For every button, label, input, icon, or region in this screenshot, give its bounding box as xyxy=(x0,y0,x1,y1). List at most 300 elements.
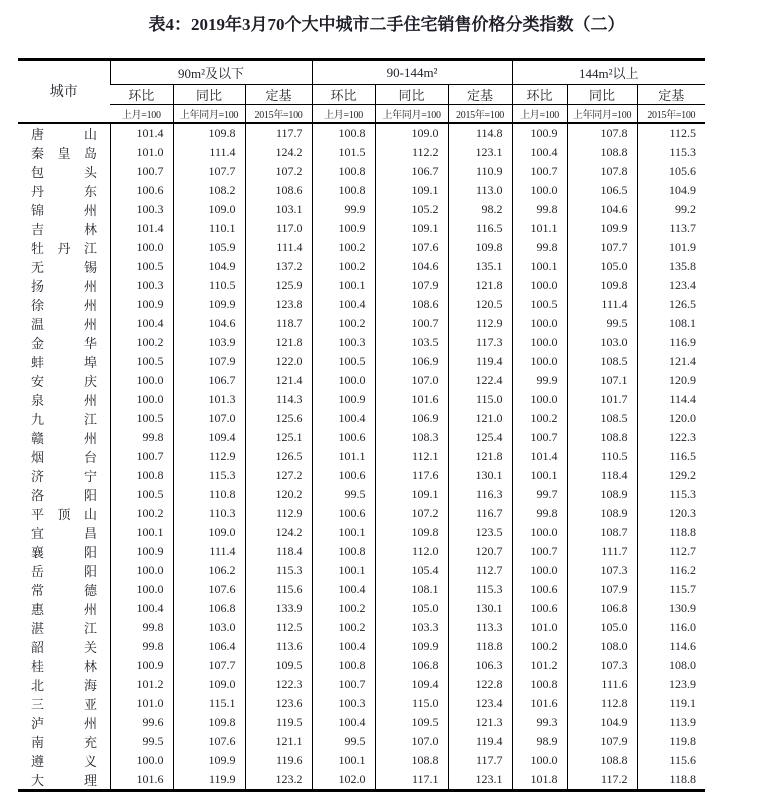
value-cell: 115.3 xyxy=(637,485,705,504)
value-cell: 100.3 xyxy=(110,200,173,219)
city-cell xyxy=(18,123,110,143)
value-cell: 101.1 xyxy=(312,447,375,466)
value-cell: 123.6 xyxy=(245,694,312,713)
value-cell: 100.0 xyxy=(110,371,173,390)
value-cell: 100.3 xyxy=(312,694,375,713)
city-name: 包头 xyxy=(31,164,97,180)
value-cell: 100.4 xyxy=(512,143,567,162)
page-title: 表4：2019年3月70个大中城市二手住宅销售价格分类指数（二） xyxy=(148,15,625,34)
value-cell: 109.4 xyxy=(173,428,245,447)
metric-header: 同比 xyxy=(173,85,245,105)
city-name: 桂林 xyxy=(31,658,97,674)
value-cell: 100.7 xyxy=(312,675,375,694)
value-cell: 119.9 xyxy=(173,770,245,791)
value-cell: 115.3 xyxy=(173,466,245,485)
value-cell: 115.1 xyxy=(173,694,245,713)
metric-header: 环比 xyxy=(312,85,375,105)
table-row xyxy=(18,352,705,371)
value-cell: 108.3 xyxy=(375,428,448,447)
value-cell: 100.2 xyxy=(312,314,375,333)
value-cell: 130.1 xyxy=(448,599,512,618)
table-row xyxy=(18,200,705,219)
table-row xyxy=(18,162,705,181)
value-cell: 100.5 xyxy=(110,409,173,428)
value-cell: 107.8 xyxy=(567,123,637,143)
value-cell: 122.0 xyxy=(245,352,312,371)
value-cell: 109.4 xyxy=(375,675,448,694)
city-name: 常德 xyxy=(31,582,97,598)
value-cell: 108.8 xyxy=(567,751,637,770)
value-cell: 117.0 xyxy=(245,219,312,238)
value-cell: 99.5 xyxy=(110,732,173,751)
value-cell: 133.9 xyxy=(245,599,312,618)
value-cell: 107.9 xyxy=(375,276,448,295)
value-cell: 100.5 xyxy=(110,257,173,276)
value-cell: 115.0 xyxy=(448,390,512,409)
value-cell: 112.7 xyxy=(448,561,512,580)
value-cell: 108.7 xyxy=(567,523,637,542)
value-cell: 120.3 xyxy=(637,504,705,523)
city-cell xyxy=(18,238,110,257)
base-header: 上月=100 xyxy=(512,105,567,123)
value-cell: 103.1 xyxy=(245,200,312,219)
value-cell: 100.4 xyxy=(312,713,375,732)
table-row xyxy=(18,428,705,447)
table-row xyxy=(18,561,705,580)
value-cell: 108.5 xyxy=(567,409,637,428)
value-cell: 100.8 xyxy=(312,123,375,143)
value-cell: 108.6 xyxy=(245,181,312,200)
value-cell: 111.4 xyxy=(567,295,637,314)
value-cell: 109.5 xyxy=(375,713,448,732)
value-cell: 101.6 xyxy=(375,390,448,409)
city-cell xyxy=(18,637,110,656)
city-cell xyxy=(18,675,110,694)
value-cell: 105.9 xyxy=(173,238,245,257)
value-cell: 118.7 xyxy=(245,314,312,333)
value-cell: 112.9 xyxy=(173,447,245,466)
value-cell: 100.6 xyxy=(512,580,567,599)
table-row xyxy=(18,751,705,770)
city-cell xyxy=(18,257,110,276)
base-header: 上年同月=100 xyxy=(375,105,448,123)
value-cell: 114.4 xyxy=(637,390,705,409)
value-cell: 99.8 xyxy=(110,637,173,656)
value-cell: 100.7 xyxy=(512,428,567,447)
value-cell: 113.6 xyxy=(245,637,312,656)
value-cell: 123.1 xyxy=(448,770,512,791)
city-cell xyxy=(18,200,110,219)
value-cell: 107.9 xyxy=(567,580,637,599)
value-cell: 100.8 xyxy=(312,656,375,675)
city-name: 徐州 xyxy=(31,297,97,313)
value-cell: 108.9 xyxy=(567,485,637,504)
value-cell: 107.0 xyxy=(375,371,448,390)
table-row xyxy=(18,123,705,143)
value-cell: 100.1 xyxy=(312,751,375,770)
value-cell: 109.0 xyxy=(375,123,448,143)
value-cell: 100.0 xyxy=(512,352,567,371)
value-cell: 101.9 xyxy=(637,238,705,257)
value-cell: 100.3 xyxy=(312,333,375,352)
value-cell: 111.6 xyxy=(567,675,637,694)
value-cell: 105.4 xyxy=(375,561,448,580)
value-cell: 100.4 xyxy=(312,580,375,599)
value-cell: 100.7 xyxy=(512,542,567,561)
value-cell: 121.0 xyxy=(448,409,512,428)
value-cell: 109.9 xyxy=(173,751,245,770)
city-cell xyxy=(18,295,110,314)
value-cell: 99.6 xyxy=(110,713,173,732)
value-cell: 100.8 xyxy=(312,542,375,561)
value-cell: 108.8 xyxy=(375,751,448,770)
value-cell: 100.7 xyxy=(512,162,567,181)
value-cell: 100.9 xyxy=(110,656,173,675)
value-cell: 101.4 xyxy=(110,219,173,238)
value-cell: 115.6 xyxy=(637,751,705,770)
city-cell xyxy=(18,276,110,295)
value-cell: 110.1 xyxy=(173,219,245,238)
table-row xyxy=(18,409,705,428)
value-cell: 108.8 xyxy=(567,428,637,447)
value-cell: 126.5 xyxy=(245,447,312,466)
group-header-over144: 144m²以上 xyxy=(512,60,705,85)
value-cell: 112.2 xyxy=(375,143,448,162)
value-cell: 100.8 xyxy=(512,675,567,694)
value-cell: 116.7 xyxy=(448,504,512,523)
city-name: 赣州 xyxy=(31,430,97,446)
city-name: 温州 xyxy=(31,316,97,332)
value-cell: 121.8 xyxy=(448,276,512,295)
value-cell: 110.9 xyxy=(448,162,512,181)
value-cell: 107.6 xyxy=(375,238,448,257)
city-cell xyxy=(18,371,110,390)
city-cell xyxy=(18,409,110,428)
value-cell: 107.6 xyxy=(173,732,245,751)
value-cell: 100.4 xyxy=(110,599,173,618)
value-cell: 109.8 xyxy=(448,238,512,257)
value-cell: 100.9 xyxy=(312,390,375,409)
value-cell: 106.4 xyxy=(173,637,245,656)
value-cell: 98.9 xyxy=(512,732,567,751)
value-cell: 100.0 xyxy=(110,390,173,409)
value-cell: 116.3 xyxy=(448,485,512,504)
value-cell: 122.3 xyxy=(637,428,705,447)
value-cell: 117.7 xyxy=(245,123,312,143)
city-cell xyxy=(18,333,110,352)
value-cell: 129.2 xyxy=(637,466,705,485)
value-cell: 101.1 xyxy=(512,219,567,238)
city-name: 秦皇岛 xyxy=(31,145,97,161)
value-cell: 100.3 xyxy=(110,276,173,295)
table-row xyxy=(18,656,705,675)
city-name: 泉州 xyxy=(31,392,97,408)
table-row xyxy=(18,276,705,295)
value-cell: 100.4 xyxy=(312,637,375,656)
city-name: 泸州 xyxy=(31,715,97,731)
value-cell: 105.2 xyxy=(375,200,448,219)
value-cell: 107.8 xyxy=(567,162,637,181)
value-cell: 107.7 xyxy=(173,162,245,181)
value-cell: 101.0 xyxy=(512,618,567,637)
city-cell xyxy=(18,542,110,561)
value-cell: 103.0 xyxy=(173,618,245,637)
value-cell: 113.9 xyxy=(637,713,705,732)
value-cell: 100.9 xyxy=(110,295,173,314)
value-cell: 130.1 xyxy=(448,466,512,485)
table-row xyxy=(18,523,705,542)
value-cell: 122.4 xyxy=(448,371,512,390)
value-cell: 107.9 xyxy=(173,352,245,371)
value-cell: 107.7 xyxy=(567,238,637,257)
value-cell: 100.9 xyxy=(512,123,567,143)
value-cell: 121.8 xyxy=(245,333,312,352)
city-name: 宜昌 xyxy=(31,525,97,541)
value-cell: 100.0 xyxy=(110,561,173,580)
value-cell: 121.3 xyxy=(448,713,512,732)
city-name: 大理 xyxy=(31,772,97,788)
value-cell: 100.1 xyxy=(312,276,375,295)
value-cell: 123.4 xyxy=(637,276,705,295)
value-cell: 135.1 xyxy=(448,257,512,276)
value-cell: 99.3 xyxy=(512,713,567,732)
value-cell: 106.9 xyxy=(375,352,448,371)
value-cell: 100.6 xyxy=(512,599,567,618)
value-cell: 111.4 xyxy=(245,238,312,257)
value-cell: 109.9 xyxy=(567,219,637,238)
value-cell: 108.0 xyxy=(567,637,637,656)
value-cell: 101.4 xyxy=(110,123,173,143)
city-name: 吉林 xyxy=(31,221,97,237)
city-cell xyxy=(18,618,110,637)
table-row xyxy=(18,257,705,276)
table-header xyxy=(18,60,705,123)
value-cell: 117.3 xyxy=(448,333,512,352)
value-cell: 118.4 xyxy=(245,542,312,561)
city-cell xyxy=(18,162,110,181)
value-cell: 112.9 xyxy=(448,314,512,333)
value-cell: 112.7 xyxy=(637,542,705,561)
value-cell: 110.8 xyxy=(173,485,245,504)
value-cell: 106.7 xyxy=(173,371,245,390)
table-row xyxy=(18,181,705,200)
value-cell: 106.7 xyxy=(375,162,448,181)
city-cell xyxy=(18,352,110,371)
value-cell: 106.9 xyxy=(375,409,448,428)
value-cell: 120.2 xyxy=(245,485,312,504)
value-cell: 100.0 xyxy=(512,181,567,200)
value-cell: 117.1 xyxy=(375,770,448,791)
value-cell: 123.9 xyxy=(637,675,705,694)
value-cell: 100.0 xyxy=(512,314,567,333)
value-cell: 118.8 xyxy=(637,770,705,791)
value-cell: 101.0 xyxy=(110,143,173,162)
value-cell: 125.1 xyxy=(245,428,312,447)
value-cell: 110.5 xyxy=(173,276,245,295)
value-cell: 130.9 xyxy=(637,599,705,618)
table-row xyxy=(18,143,705,162)
value-cell: 100.5 xyxy=(512,295,567,314)
table-row xyxy=(18,675,705,694)
table-row xyxy=(18,713,705,732)
value-cell: 105.0 xyxy=(567,618,637,637)
value-cell: 118.8 xyxy=(637,523,705,542)
table-row xyxy=(18,219,705,238)
table-body xyxy=(18,123,705,791)
value-cell: 100.1 xyxy=(512,466,567,485)
value-cell: 107.2 xyxy=(375,504,448,523)
value-cell: 100.6 xyxy=(312,466,375,485)
value-cell: 113.0 xyxy=(448,181,512,200)
value-cell: 110.5 xyxy=(567,447,637,466)
value-cell: 100.5 xyxy=(312,352,375,371)
value-cell: 120.0 xyxy=(637,409,705,428)
table-row xyxy=(18,238,705,257)
metric-header: 定基 xyxy=(245,85,312,105)
value-cell: 119.1 xyxy=(637,694,705,713)
city-name: 湛江 xyxy=(31,620,97,636)
value-cell: 103.0 xyxy=(567,333,637,352)
city-name: 岳阳 xyxy=(31,563,97,579)
city-cell xyxy=(18,390,110,409)
value-cell: 106.2 xyxy=(173,561,245,580)
value-cell: 100.7 xyxy=(110,447,173,466)
city-cell xyxy=(18,181,110,200)
value-cell: 109.9 xyxy=(375,637,448,656)
value-cell: 100.5 xyxy=(110,485,173,504)
value-cell: 107.7 xyxy=(173,656,245,675)
value-cell: 100.2 xyxy=(312,257,375,276)
value-cell: 109.8 xyxy=(375,523,448,542)
value-cell: 100.0 xyxy=(312,371,375,390)
value-cell: 100.8 xyxy=(110,466,173,485)
value-cell: 104.9 xyxy=(567,713,637,732)
value-cell: 111.4 xyxy=(173,143,245,162)
table-row xyxy=(18,542,705,561)
value-cell: 100.2 xyxy=(312,618,375,637)
value-cell: 109.1 xyxy=(375,485,448,504)
value-cell: 101.6 xyxy=(110,770,173,791)
group-header-under90: 90m²及以下 xyxy=(110,60,312,85)
value-cell: 103.3 xyxy=(375,618,448,637)
header-group-row xyxy=(18,60,705,85)
value-cell: 108.6 xyxy=(375,295,448,314)
value-cell: 109.1 xyxy=(375,219,448,238)
table-row xyxy=(18,485,705,504)
city-cell xyxy=(18,504,110,523)
value-cell: 127.2 xyxy=(245,466,312,485)
value-cell: 109.5 xyxy=(245,656,312,675)
value-cell: 108.8 xyxy=(567,143,637,162)
city-name: 唐山 xyxy=(31,126,97,142)
value-cell: 112.5 xyxy=(245,618,312,637)
value-cell: 109.0 xyxy=(173,675,245,694)
city-name: 安庆 xyxy=(31,373,97,389)
value-cell: 106.8 xyxy=(567,599,637,618)
city-cell xyxy=(18,314,110,333)
value-cell: 119.8 xyxy=(637,732,705,751)
value-cell: 109.8 xyxy=(173,713,245,732)
header-base-row xyxy=(18,105,705,123)
value-cell: 101.3 xyxy=(173,390,245,409)
city-name: 惠州 xyxy=(31,601,97,617)
value-cell: 108.0 xyxy=(637,656,705,675)
city-cell xyxy=(18,143,110,162)
table-row xyxy=(18,694,705,713)
city-name: 北海 xyxy=(31,677,97,693)
city-cell xyxy=(18,751,110,770)
value-cell: 120.9 xyxy=(637,371,705,390)
value-cell: 108.1 xyxy=(637,314,705,333)
value-cell: 122.8 xyxy=(448,675,512,694)
value-cell: 119.4 xyxy=(448,352,512,371)
value-cell: 121.4 xyxy=(637,352,705,371)
value-cell: 100.8 xyxy=(312,162,375,181)
value-cell: 100.2 xyxy=(312,599,375,618)
value-cell: 101.2 xyxy=(512,656,567,675)
metric-header: 同比 xyxy=(567,85,637,105)
value-cell: 100.2 xyxy=(110,333,173,352)
group-header-90to144: 90-144m² xyxy=(312,60,512,85)
city-cell xyxy=(18,732,110,751)
value-cell: 124.2 xyxy=(245,523,312,542)
value-cell: 103.5 xyxy=(375,333,448,352)
value-cell: 100.6 xyxy=(110,181,173,200)
city-cell xyxy=(18,219,110,238)
value-cell: 106.5 xyxy=(567,181,637,200)
value-cell: 107.0 xyxy=(173,409,245,428)
value-cell: 116.9 xyxy=(637,333,705,352)
value-cell: 100.2 xyxy=(312,238,375,257)
value-cell: 111.4 xyxy=(173,542,245,561)
city-name: 遵义 xyxy=(31,753,97,769)
value-cell: 99.2 xyxy=(637,200,705,219)
value-cell: 100.7 xyxy=(110,162,173,181)
value-cell: 108.1 xyxy=(375,580,448,599)
value-cell: 100.0 xyxy=(512,390,567,409)
value-cell: 124.2 xyxy=(245,143,312,162)
value-cell: 104.6 xyxy=(173,314,245,333)
value-cell: 99.8 xyxy=(110,428,173,447)
city-cell xyxy=(18,523,110,542)
value-cell: 109.1 xyxy=(375,181,448,200)
value-cell: 99.8 xyxy=(512,200,567,219)
value-cell: 117.6 xyxy=(375,466,448,485)
value-cell: 107.0 xyxy=(375,732,448,751)
city-name: 金华 xyxy=(31,335,97,351)
value-cell: 100.2 xyxy=(110,504,173,523)
value-cell: 107.6 xyxy=(173,580,245,599)
value-cell: 135.8 xyxy=(637,257,705,276)
base-header: 上月=100 xyxy=(312,105,375,123)
city-name: 锦州 xyxy=(31,202,97,218)
value-cell: 99.8 xyxy=(512,504,567,523)
city-cell xyxy=(18,580,110,599)
city-name: 无锡 xyxy=(31,259,97,275)
city-cell xyxy=(18,770,110,791)
value-cell: 119.6 xyxy=(245,751,312,770)
value-cell: 120.7 xyxy=(448,542,512,561)
value-cell: 109.8 xyxy=(567,276,637,295)
city-name: 韶关 xyxy=(31,639,97,655)
value-cell: 125.6 xyxy=(245,409,312,428)
value-cell: 102.0 xyxy=(312,770,375,791)
table-row xyxy=(18,466,705,485)
value-cell: 106.8 xyxy=(375,656,448,675)
city-column-header: 城市 xyxy=(18,60,110,123)
value-cell: 121.8 xyxy=(448,447,512,466)
value-cell: 115.3 xyxy=(245,561,312,580)
